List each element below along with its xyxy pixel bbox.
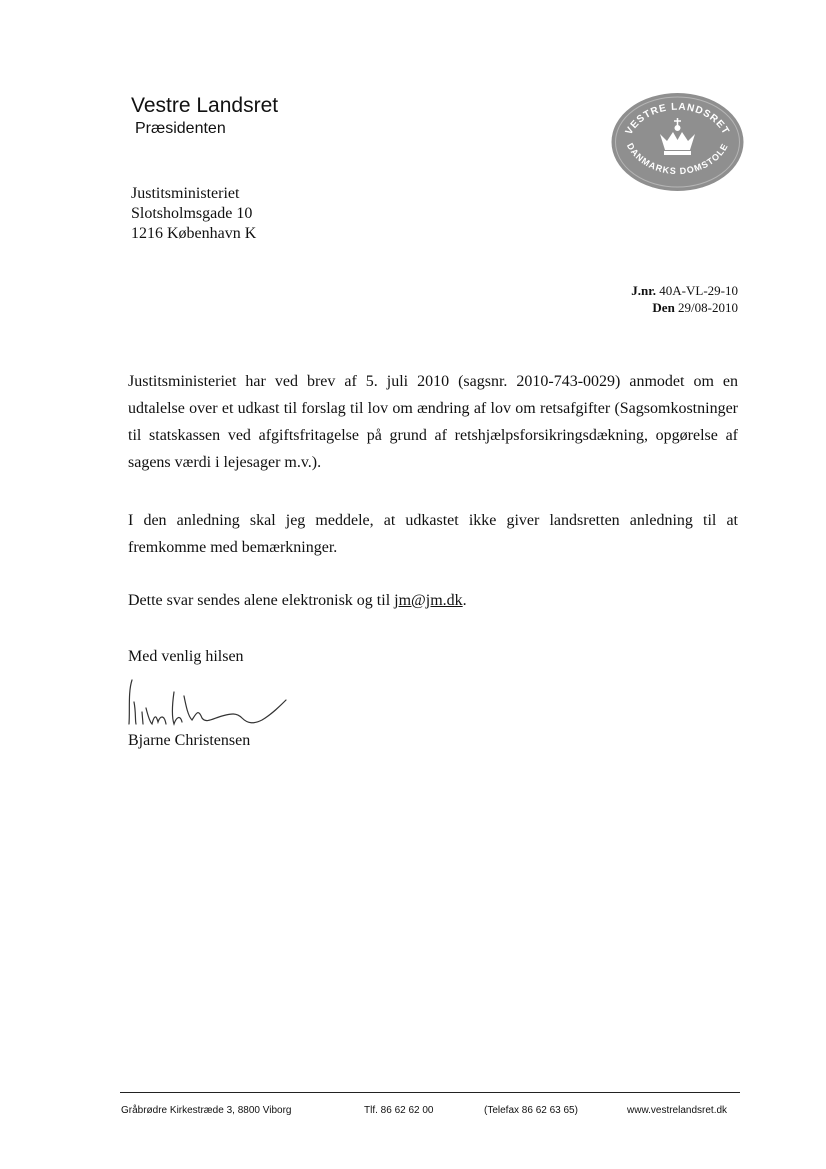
email-link[interactable]: jm@jm.dk — [394, 592, 463, 609]
date-value: 29/08-2010 — [678, 300, 738, 315]
body-paragraph-2: I den anledning skal jeg meddele, at udkastet ikke giver landsretten anledning til at fremkomme med bemærkninger. — [128, 512, 738, 556]
court-name: Vestre Landsret — [131, 94, 279, 117]
paragraph-3-text: Dette svar sendes alene elektronisk og til — [128, 592, 391, 609]
recipient-name: Justitsministeriet — [131, 185, 240, 202]
signer-name: Bjarne Christensen — [128, 732, 251, 749]
footer-address: Gråbrødre Kirkestræde 3, 8800 Viborg — [121, 1105, 292, 1116]
jnr-label: J.nr. — [631, 283, 657, 298]
footer-fax: (Telefax 86 62 63 65) — [484, 1105, 578, 1116]
jnr-value: 40A-VL-29-10 — [659, 283, 738, 298]
recipient-address — [131, 184, 256, 244]
recipient-city: 1216 København K — [131, 225, 257, 242]
closing-greeting: Med venlig hilsen — [128, 648, 244, 665]
handwritten-signature — [122, 672, 292, 734]
department-name: Præsidenten — [135, 120, 226, 137]
svg-text:DANMARKS DOMSTOLE: DANMARKS DOMSTOLE — [624, 141, 731, 177]
body-paragraph-3 — [128, 592, 467, 610]
footer-phone: Tlf. 86 62 62 00 — [364, 1105, 434, 1116]
body-paragraph-1: Justitsministeriet har ved brev af 5. juli 2010 (sagsnr. 2010-743-0029) anmodet om en udtalelse over et udkast til forslag til lov om ændring af lov om retsafgifter (Sagsomkostninger til statskassen ved afgiftsfritagelse på grund af retshjælpsforsikringsdækning, opgørelse af sagens værdi i lejesager m.v.). — [128, 373, 738, 471]
footer-divider — [120, 1092, 740, 1093]
date-label: Den — [652, 300, 675, 315]
recipient-street: Slotsholmsgade 10 — [131, 205, 253, 222]
svg-text:VESTRE LANDSRET: VESTRE LANDSRET — [623, 101, 732, 137]
paragraph-3-suffix: . — [462, 592, 467, 609]
footer-website[interactable]: www.vestrelandsret.dk — [627, 1105, 728, 1116]
reference-block — [631, 282, 738, 316]
court-seal-logo — [610, 92, 745, 192]
